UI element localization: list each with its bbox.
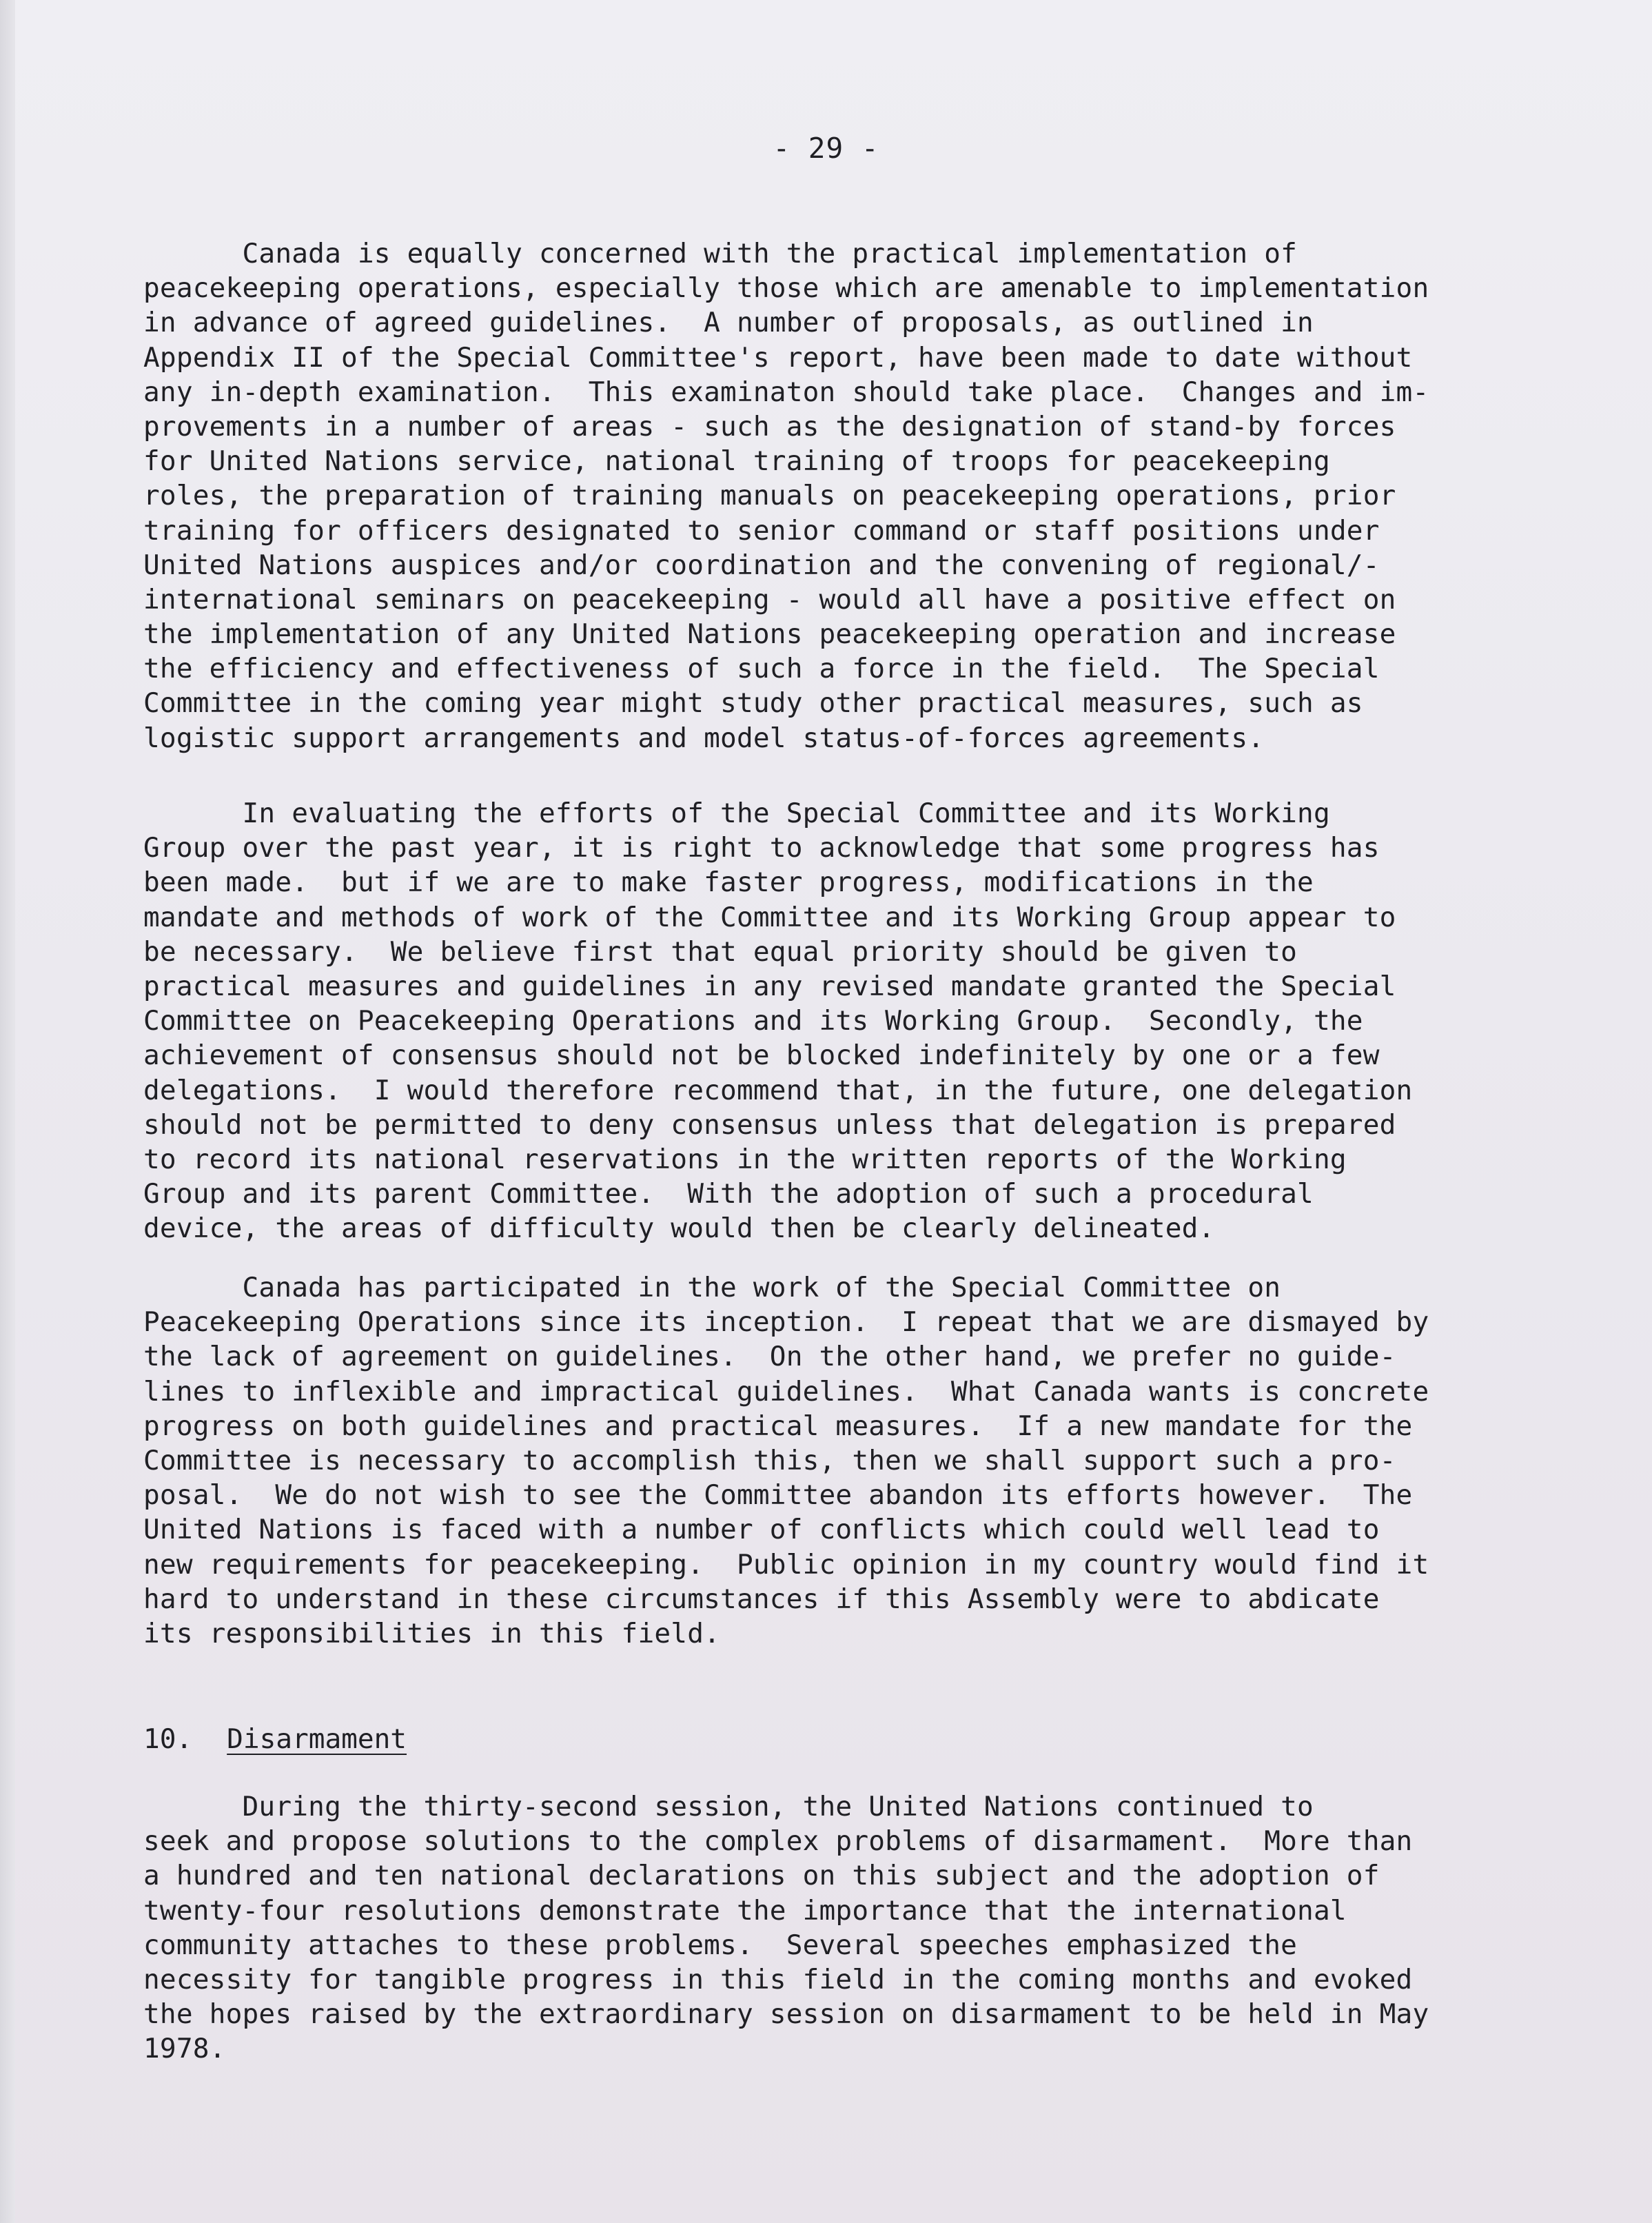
- text-line: the implementation of any United Nations peacekeeping operation and increase: [143, 618, 1396, 651]
- text-line: mandate and methods of work of the Committee and its Working Group appear to: [143, 901, 1396, 933]
- text-line: Committee on Peacekeeping Operations and its Working Group. Secondly, the: [143, 1005, 1363, 1037]
- text-line: In evaluating the efforts of the Special Committee and its Working: [143, 798, 1330, 829]
- text-line: provements in a number of areas - such as the designation of stand-by forces: [143, 410, 1396, 443]
- text-line: its responsibilities in this field.: [143, 1617, 721, 1650]
- paragraph-canada-participation: [143, 1270, 1508, 1651]
- text-line: peacekeeping operations, especially those which are amenable to implementation: [143, 272, 1429, 305]
- paragraph-special-committee-evaluation: [143, 796, 1508, 1246]
- text-line: United Nations auspices and/or coordination and the convening of regional/-: [143, 549, 1380, 581]
- text-line: necessity for tangible progress in this field in the coming months and evoked: [143, 1963, 1413, 1996]
- text-line: training for officers designated to senior command or staff positions under: [143, 514, 1380, 547]
- text-line: for United Nations service, national training of troops for peacekeeping: [143, 445, 1330, 478]
- text-line: roles, the preparation of training manuals on peacekeeping operations, prior: [143, 480, 1396, 512]
- text-line: delegations. I would therefore recommend that, in the future, one delegation: [143, 1074, 1413, 1106]
- text-line: 1978.: [143, 2033, 226, 2065]
- page-number: - 29 -: [773, 132, 879, 165]
- text-line: the lack of agreement on guidelines. On the other hand, we prefer no guide-: [143, 1341, 1396, 1373]
- text-line: seek and propose solutions to the complex problems of disarmament. More than: [143, 1825, 1413, 1858]
- page-edge-shadow: [0, 0, 15, 2223]
- text-line: hard to understand in these circumstances if this Assembly were to abdicate: [143, 1583, 1380, 1615]
- text-line: international seminars on peacekeeping - would all have a positive effect on: [143, 583, 1396, 616]
- text-line: Peacekeeping Operations since its inception. I repeat that we are dismayed by: [143, 1306, 1429, 1339]
- text-line: Appendix II of the Special Committee's report, have been made to date without: [143, 341, 1413, 374]
- text-line: During the thirty-second session, the United Nations continued to: [143, 1791, 1314, 1823]
- section-heading-disarmament: [143, 1722, 407, 1756]
- text-line: in advance of agreed guidelines. A number of proposals, as outlined in: [143, 307, 1314, 339]
- text-line: should not be permitted to deny consensus unless that delegation is prepared: [143, 1108, 1396, 1141]
- text-line: logistic support arrangements and model status-of-forces agreements.: [143, 722, 1265, 754]
- text-line: the efficiency and effectiveness of such a force in the field. The Special: [143, 653, 1380, 685]
- text-line: Canada has participated in the work of the Special Committee on: [143, 1272, 1281, 1303]
- section-number: 10.: [143, 1723, 193, 1755]
- text-line: a hundred and ten national declarations on this subject and the adoption of: [143, 1860, 1380, 1892]
- text-line: posal. We do not wish to see the Committee abandon its efforts however. The: [143, 1479, 1413, 1512]
- text-line: new requirements for peacekeeping. Public opinion in my country would find it: [143, 1548, 1429, 1581]
- text-line: Committee in the coming year might study other practical measures, such as: [143, 687, 1363, 720]
- text-line: to record its national reservations in the written reports of the Working: [143, 1143, 1347, 1175]
- text-line: Committee is necessary to accomplish this, then we shall support such a pro-: [143, 1444, 1396, 1476]
- text-line: achievement of consensus should not be blocked indefinitely by one or a few: [143, 1039, 1380, 1072]
- text-line: any in-depth examination. This examinaton should take place. Changes and im-: [143, 376, 1429, 408]
- paragraph-disarmament-session: [143, 1789, 1508, 2067]
- text-line: United Nations is faced with a number of conflicts which could well lead to: [143, 1514, 1380, 1546]
- text-line: Group over the past year, it is right to acknowledge that some progress has: [143, 832, 1380, 864]
- text-line: community attaches to these problems. Several speeches emphasized the: [143, 1929, 1298, 1961]
- text-line: Canada is equally concerned with the practical implementation of: [143, 238, 1298, 270]
- text-line: the hopes raised by the extraordinary session on disarmament to be held in May: [143, 1998, 1429, 2031]
- text-line: practical measures and guidelines in any revised mandate granted the Special: [143, 970, 1396, 1002]
- text-line: be necessary. We believe first that equal priority should be given to: [143, 935, 1298, 968]
- text-line: progress on both guidelines and practical measures. If a new mandate for the: [143, 1410, 1413, 1442]
- section-title: Disarmament: [227, 1723, 407, 1755]
- paragraph-peacekeeping-implementation: [143, 236, 1508, 755]
- text-line: device, the areas of difficulty would then be clearly delineated.: [143, 1212, 1215, 1245]
- text-line: lines to inflexible and impractical guidelines. What Canada wants is concrete: [143, 1375, 1429, 1408]
- text-line: Group and its parent Committee. With the adoption of such a procedural: [143, 1178, 1314, 1210]
- text-line: twenty-four resolutions demonstrate the importance that the international: [143, 1894, 1347, 1927]
- text-line: been made. but if we are to make faster progress, modifications in the: [143, 866, 1314, 899]
